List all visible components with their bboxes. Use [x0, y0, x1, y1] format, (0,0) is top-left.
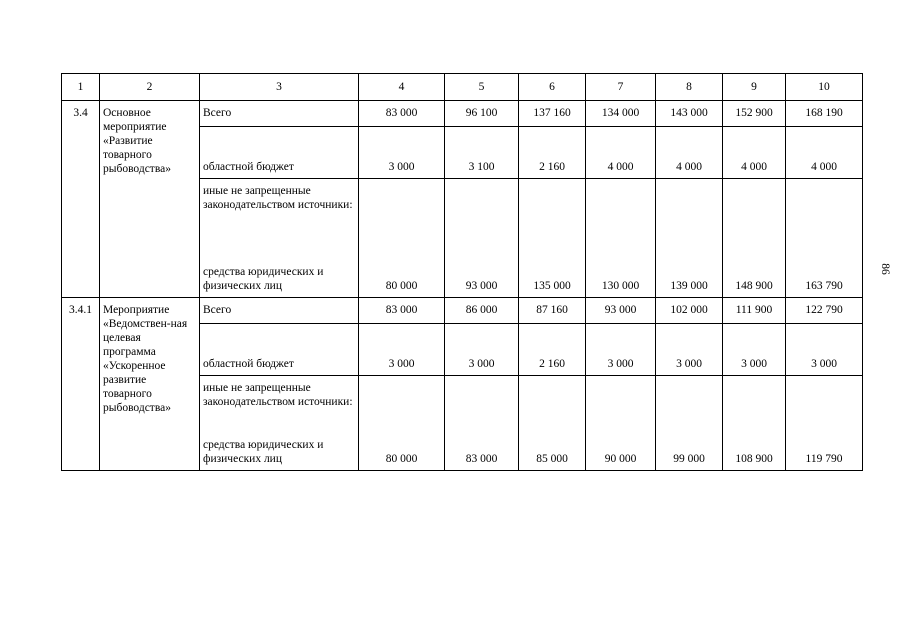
header-cell: 3	[200, 74, 359, 101]
table-row	[62, 101, 863, 127]
row-number-cell: 3.4.1	[62, 298, 100, 471]
header-cell: 4	[359, 74, 445, 101]
funding-subsource-label: средства юридических и физических лиц	[203, 439, 324, 465]
value-cell: 99 000	[656, 376, 723, 471]
value-cell: 96 100	[445, 101, 519, 127]
header-cell: 9	[723, 74, 786, 101]
value-cell: 86 000	[445, 298, 519, 324]
value-cell: 2 160	[519, 324, 586, 376]
value-cell: 3 000	[586, 324, 656, 376]
funding-source-label: иные не запрещенные законодательством источники:	[203, 185, 353, 211]
value-cell: 87 160	[519, 298, 586, 324]
funding-source-cell: областной бюджет	[200, 324, 359, 376]
value-cell: 3 000	[786, 324, 863, 376]
value-cell: 90 000	[586, 376, 656, 471]
header-cell: 10	[786, 74, 863, 101]
value-cell: 168 190	[786, 101, 863, 127]
value-cell: 4 000	[786, 127, 863, 179]
value-cell: 4 000	[656, 127, 723, 179]
value-cell: 85 000	[519, 376, 586, 471]
value-cell: 83 000	[445, 376, 519, 471]
funding-source-cell: областной бюджет	[200, 127, 359, 179]
value-cell: 137 160	[519, 101, 586, 127]
funding-source-label: иные не запрещенные законодательством источники:	[203, 382, 353, 408]
value-cell: 83 000	[359, 298, 445, 324]
value-cell: 108 900	[723, 376, 786, 471]
row-number-cell: 3.4	[62, 101, 100, 298]
header-cell: 1	[62, 74, 100, 101]
value-cell: 135 000	[519, 179, 586, 298]
value-cell: 80 000	[359, 179, 445, 298]
value-cell: 122 790	[786, 298, 863, 324]
header-cell: 7	[586, 74, 656, 101]
header-cell: 2	[100, 74, 200, 101]
budget-table	[61, 73, 863, 471]
funding-source-cell: Всего	[200, 101, 359, 127]
funding-source-cell: Всего	[200, 298, 359, 324]
value-cell: 3 000	[359, 324, 445, 376]
activity-name-cell: Мероприятие «Ведомствен-ная целевая программа «Ускоренное развитие товарного рыбоводства»	[100, 298, 200, 471]
value-cell: 152 900	[723, 101, 786, 127]
funding-subsource-label: средства юридических и физических лиц	[203, 266, 324, 292]
header-cell: 5	[445, 74, 519, 101]
value-cell: 3 000	[656, 324, 723, 376]
value-cell: 2 160	[519, 127, 586, 179]
page-number: 86	[879, 263, 891, 275]
value-cell: 80 000	[359, 376, 445, 471]
value-cell: 4 000	[586, 127, 656, 179]
value-cell: 93 000	[586, 298, 656, 324]
value-cell: 143 000	[656, 101, 723, 127]
value-cell: 139 000	[656, 179, 723, 298]
value-cell: 148 900	[723, 179, 786, 298]
table-row	[62, 298, 863, 324]
value-cell: 102 000	[656, 298, 723, 324]
value-cell: 111 900	[723, 298, 786, 324]
value-cell: 134 000	[586, 101, 656, 127]
activity-name-cell: Основное мероприятие «Развитие товарного рыбоводства»	[100, 101, 200, 298]
value-cell: 93 000	[445, 179, 519, 298]
value-cell: 130 000	[586, 179, 656, 298]
value-cell: 83 000	[359, 101, 445, 127]
header-cell: 8	[656, 74, 723, 101]
value-cell: 4 000	[723, 127, 786, 179]
value-cell: 3 100	[445, 127, 519, 179]
value-cell: 3 000	[359, 127, 445, 179]
funding-source-cell	[200, 179, 359, 298]
header-cell: 6	[519, 74, 586, 101]
value-cell: 119 790	[786, 376, 863, 471]
value-cell: 3 000	[445, 324, 519, 376]
value-cell: 3 000	[723, 324, 786, 376]
header-row	[62, 74, 863, 101]
funding-source-cell	[200, 376, 359, 471]
value-cell: 163 790	[786, 179, 863, 298]
